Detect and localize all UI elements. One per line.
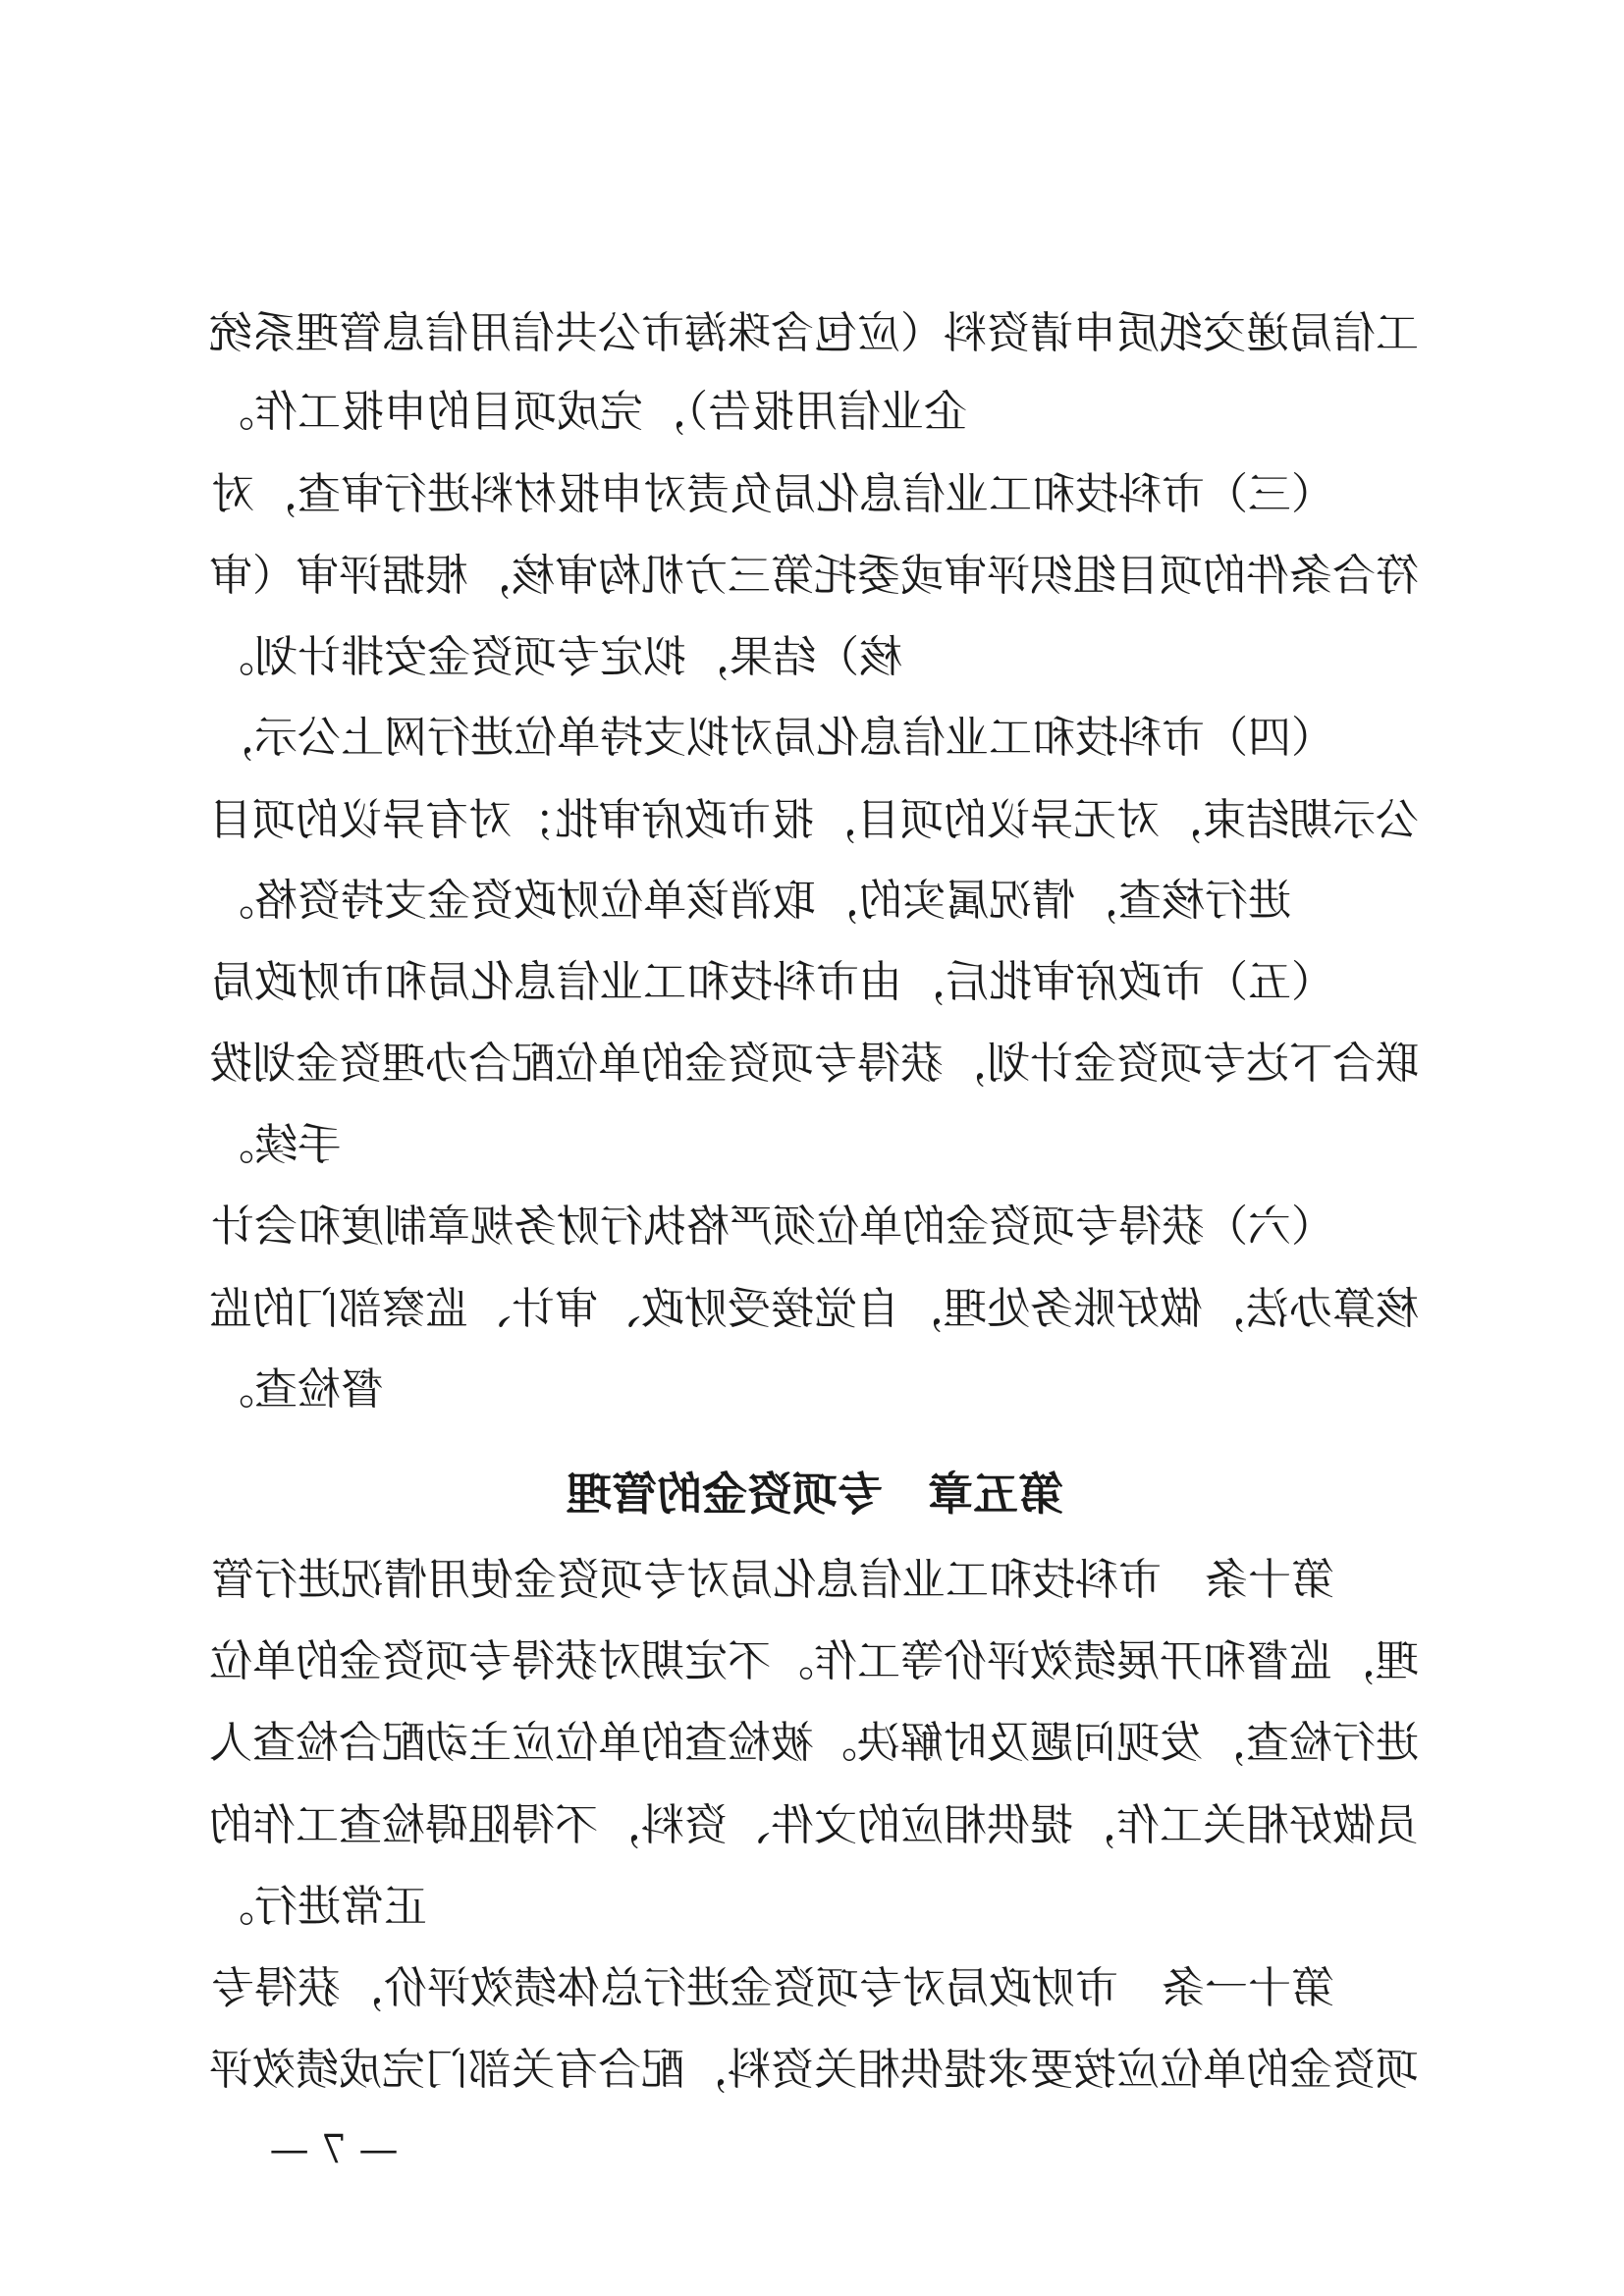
paragraph-line: 第十条 市科技和工业信息化局对专项资金使用情况进行管 <box>211 1555 1334 1605</box>
paragraph-line: 项资金的单位应按要求提供相关资料，配合有关部门完成绩效评 <box>209 2045 1419 2095</box>
paragraph-line: （四）市科技和工业信息化局对拟支持单位进行网上公示， <box>211 713 1334 763</box>
paragraph-line: 手续。 <box>211 1120 341 1170</box>
paragraph-line: 联合下达专项资金计划，获得专项资金的单位配合办理资金划拨 <box>209 1039 1419 1089</box>
paragraph-line: 工信局递交纸质申请资料（应包含珠海市公共信用信息管理系统 <box>209 308 1419 358</box>
paragraph-line: 进行检查，发现问题及时解决。被检查的单位应主动配合检查人 <box>209 1718 1419 1768</box>
chapter-heading: 第五章 专项资金的管理 <box>567 1468 1063 1521</box>
paragraph-line: 第十一条 市财政局对专项资金进行总体绩效评价，获得专 <box>211 1963 1334 2013</box>
paragraph-line: 符合条件的项目组织评审或委托第三方机构审核，根据评审（审 <box>209 551 1419 601</box>
paragraph-line: （三）市科技和工业信息化局负责对申报材料进行审查，对 <box>211 469 1334 519</box>
paragraph-line: 进行核查，情况属实的，取消该单位财政资金支持资格。 <box>211 876 1291 926</box>
paragraph-line: 理，监督和开展绩效评价等工作。不定期对获得专项资金的单位 <box>209 1636 1419 1686</box>
paragraph-line: 督检查。 <box>211 1364 384 1415</box>
paragraph-line: 核算办法，做好账务处理，自觉接受财政、审计、监察部门的监 <box>209 1284 1419 1334</box>
paragraph-line: 企业信用报告），完成项目的申报工作。 <box>211 387 967 437</box>
paragraph-line: （五）市政府审批后，由市科技和工业信息化局和市财政局 <box>211 957 1334 1007</box>
paragraph-line: 核）结果，拟定专项资金安排计划。 <box>211 632 902 682</box>
paragraph-line: 员做好相关工作，提供相应的文件、资料，不得阻碍检查工作的 <box>209 1800 1419 1850</box>
paragraph-line: 正常进行。 <box>211 1882 427 1932</box>
paragraph-line: （六）获得专项资金的单位须严格执行财务规章制度和会计 <box>211 1201 1334 1252</box>
page-number: — 7 — <box>269 2127 399 2172</box>
paragraph-line: 公示期结束，对无异议的项目，报市政府审批；对有异议的项目 <box>209 795 1419 845</box>
